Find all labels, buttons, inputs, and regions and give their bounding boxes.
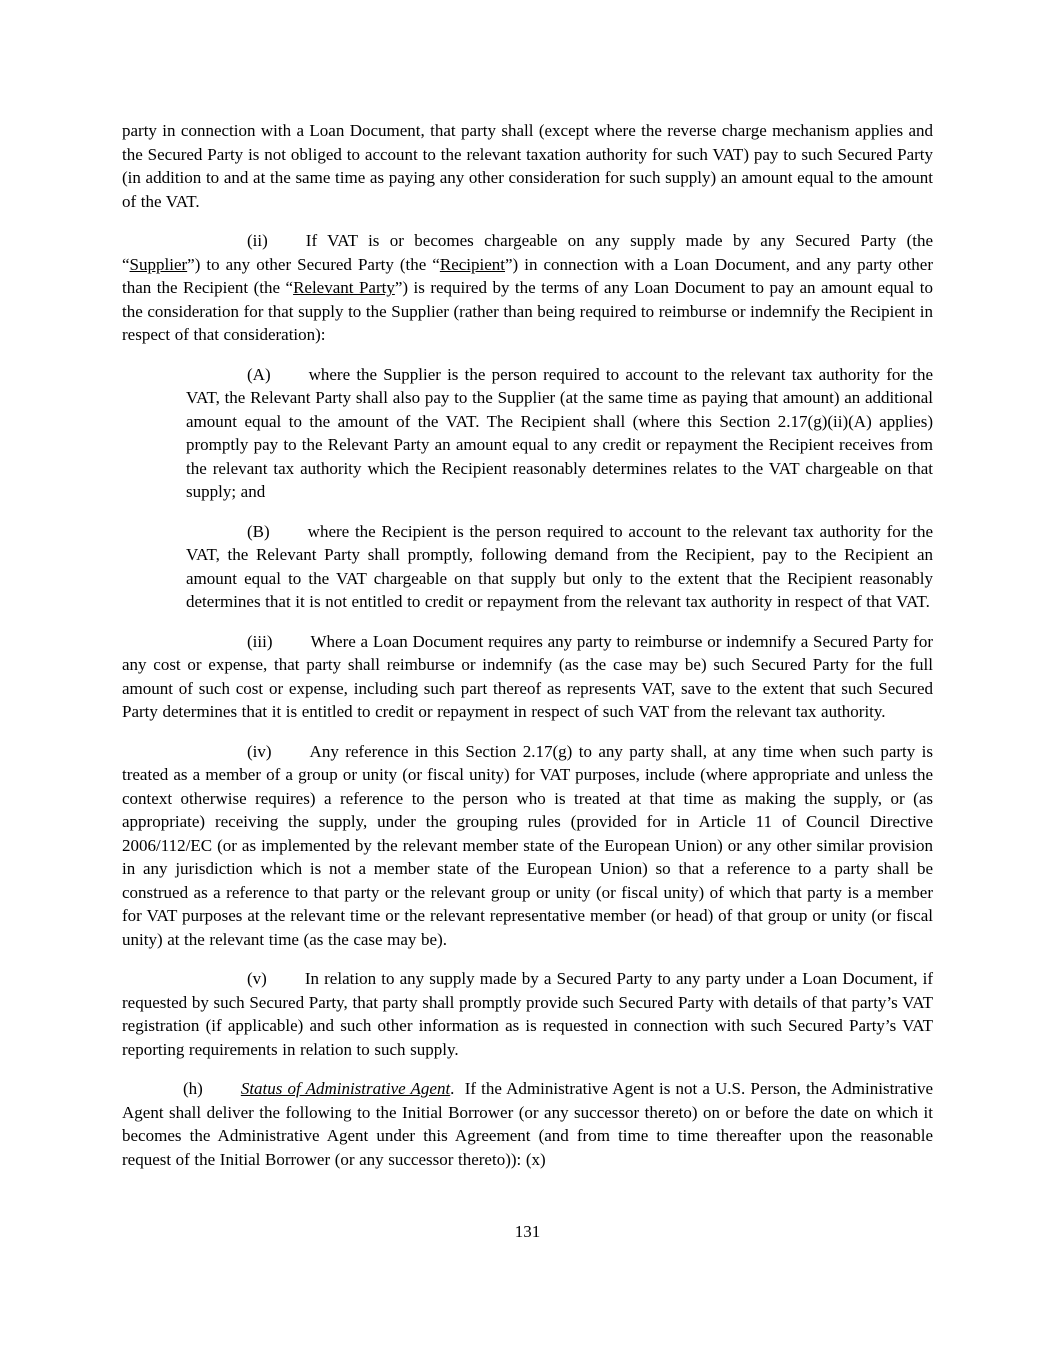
paragraph-iii [122,630,933,724]
text-run: ”) in connection with a Loan Document, and any party other than the Recipient (the “ [122,254,933,297]
document-body [122,119,933,1187]
paragraph-A [186,363,933,504]
paragraph-v [122,967,933,1061]
text-run: Any reference in this Section 2.17(g) to any party shall, at any time when such party is treated as a member of a group or unity (or fiscal unity) for VAT purposes, include (where appropriate and unless the context otherwise requires) a reference to the person who is treated at that time as making the supply, or (as appropriate) receiving the supply, under the grouping rules (provided for in Article 11 of Council Directive 2006/112/EC (or as implemented by the relevant member state of the European Union) or any other similar provision in any jurisdiction which is not a member state of the European Union) so that a reference to a party shall be construed as a reference to that party or the relevant group or unity (or fiscal unity) of which that party is a member for VAT purposes at the relevant time or the relevant representative member (or head) of that group or unity (or fiscal unity) at the relevant time (as the case may be). [122,741,933,949]
text-run: (h) [183,1079,203,1098]
text-run: (ii) [247,231,268,250]
text-run: Relevant Party [293,278,395,297]
paragraph-B [186,520,933,614]
text-run: . If the Administrative Agent is not a U.S. Person, the Administrative Agent shall deliver the following to the Initial Borrower (or any successor thereto) on or before the date on which it becomes the Administrative Agent under this Agreement (and from time to time thereafter upon the reasonable request of the Initial Borrower (or any successor thereto)): (x) [122,1079,933,1169]
text-run: (iv) [247,741,272,761]
page-number: 131 [514,1222,541,1241]
text-run: Supplier [129,254,188,274]
text-run: (iii) [247,631,273,651]
text-run: If VAT is or becomes chargeable on any supply made by any Secured Party (the “ [122,231,933,274]
text-run: Status of Administrative Agent [240,1079,451,1098]
text-run: where the Supplier is the person required to account to the relevant tax authority for the VAT, the Relevant Party shall also pay to the Supplier (at the same time as paying that amount) an additional amount equal to the amount of the VAT. The Recipient shall (where this Section 2.17(g)(ii)(A) applies) promptly pay to the Relevant Party an amount equal to any credit or repayment the Recipient receives from the relevant tax authority which the Recipient reasonably determines relates to the VAT chargeable on that supply; and [186,364,933,501]
text-run: ”) is required by the terms of any Loan Document to pay an amount equal to the consideration for that supply to the Supplier (rather than being required to reimburse or indemnify the Recipient in respect of that consideration): [122,278,933,344]
paragraph-continuation [122,119,933,213]
text-run: Recipient [439,254,506,274]
text-run: (B) [247,521,270,541]
text-run: party in connection with a Loan Document, that party shall (except where the reverse charge mechanism applies and the Secured Party is not obliged to account to the relevant taxation authority for such VAT) pay to such Secured Party (in addition to and at the same time as paying any other consideration for such supply) an amount equal to the amount of the VAT. [122,121,933,211]
text-run: In relation to any supply made by a Secured Party to any party under a Loan Document, if requested by such Secured Party, that party shall promptly provide such Secured Party with details of that party’s VAT registration (if applicable) and such other information as is requested in connection with such Secured Party’s VAT reporting requirements in relation to such supply. [122,969,933,1059]
text-run: where the Recipient is the person required to account to the relevant tax authority for the VAT, the Relevant Party shall promptly, following demand from the Recipient, pay to the Recipient an amount equal to the VAT chargeable on that supply but only to the extent that the Recipient reasonably determines that it is not entitled to credit or repayment from the relevant tax authority in respect of that VAT. [186,521,933,611]
text-run: (v) [247,969,267,988]
text-run: Where a Loan Document requires any party to reimburse or indemnify a Secured Party for any cost or expense, that party shall reimburse or indemnify (as the case may be) such Secured Party for the full amount of such cost or expense, including such part thereof as represents VAT, save to the extent that such Secured Party determines that it is entitled to credit or repayment in respect of such VAT from the relevant tax authority. [122,631,933,721]
paragraph-h [122,1077,933,1171]
paragraph-ii [122,229,933,347]
text-run: ”) to any other Secured Party (the “ [187,254,440,274]
text-run: (A) [247,364,271,384]
paragraph-iv [122,740,933,952]
